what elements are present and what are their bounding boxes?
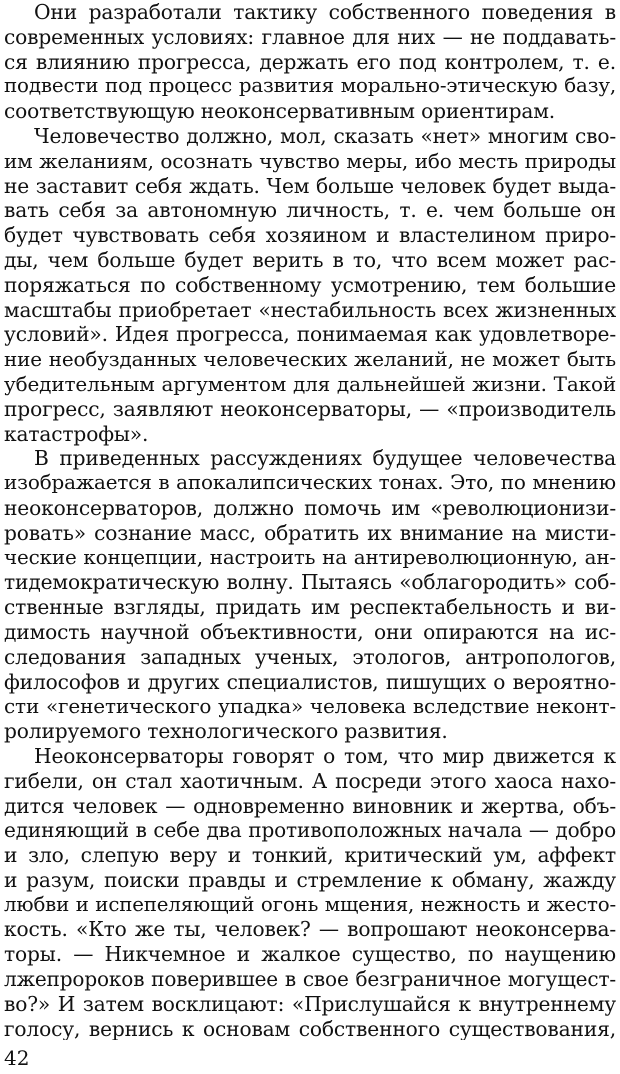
- text-line: В приведенных рассуждениях будущее человечества: [34, 446, 616, 471]
- text-line: масштабы приобретает «нестабильность всех жизненных: [4, 297, 616, 322]
- text-line: гибели, он стал хаотичным. А посреди этого хаоса нахо-: [4, 768, 616, 793]
- text-line: поряжаться по собственному усмотрению, тем большие: [4, 272, 616, 297]
- text-line: Они разработали тактику собственного поведения в: [34, 0, 616, 24]
- text-line: сти «генетического упадка» человека вследствие неконт-: [4, 694, 616, 719]
- text-line: голосу, вернись к основам собственного существования,: [4, 1016, 616, 1040]
- text-line: ственные взгляды, придать им респектабельность и ви-: [4, 595, 616, 620]
- text-line: ся влиянию прогресса, держать его под контролем, т. е.: [4, 49, 616, 74]
- text-line: торы. — Никчемное и жалкое существо, по наущению: [4, 942, 616, 967]
- text-line: философов и других специалистов, пишущих о вероятно-: [4, 669, 616, 694]
- text-line: вать себя за автономную личность, т. е. чем больше он: [4, 198, 616, 223]
- text-line: кость. «Кто же ты, человек? — вопрошают неоконсерва-: [4, 917, 616, 942]
- body-text: [4, 0, 616, 1040]
- text-line: не заставит себя ждать. Чем больше человек будет выда-: [4, 173, 616, 198]
- text-line: будет чувствовать себя хозяином и властелином приро-: [4, 223, 616, 248]
- text-line: катастрофы».: [4, 421, 149, 446]
- text-line: ние необузданных человеческих желаний, не может быть: [4, 347, 616, 372]
- text-line: соответствующую неоконсервативным ориентирам.: [4, 99, 556, 124]
- text-line: следования западных ученых, этологов, антропологов,: [4, 644, 616, 669]
- text-line: Человечество должно, мол, сказать «нет» многим сво-: [34, 123, 616, 148]
- text-line: убедительным аргументом для дальнейшей жизни. Такой: [4, 371, 616, 396]
- text-line: и разум, поиски правды и стремление к обману, жажду: [4, 867, 616, 892]
- text-line: подвести под процесс развития морально-этическую базу,: [4, 74, 616, 98]
- text-line: дится человек — одновременно виновник и жертва, объ-: [4, 793, 616, 818]
- page-number: 42: [4, 1046, 30, 1070]
- text-line: тидемократическую волну. Пытаясь «облагородить» соб-: [4, 570, 616, 595]
- text-line: им желаниям, осознать чувство меры, ибо месть природы: [4, 148, 616, 173]
- text-line: Неоконсерваторы говорят о том, что мир движется к: [34, 743, 616, 768]
- text-line: современных условиях: главное для них — не поддавать-: [4, 24, 616, 49]
- text-line: ческие концепции, настроить на антиреволюционную, ан-: [4, 545, 616, 569]
- text-line: ды, чем больше будет верить в то, что всем может рас-: [4, 247, 616, 272]
- text-line: лжепророков поверившее в свое безграничное могущест-: [4, 967, 616, 992]
- text-line: и зло, слепую веру и тонкий, критический ум, аффект: [4, 843, 616, 868]
- text-line: прогресс, заявляют неоконсерваторы, — «производитель: [4, 396, 616, 421]
- text-line: условий». Идея прогресса, понимаемая как удовлетворе-: [4, 322, 616, 347]
- text-line: единяющий в себе два противоположных начала — добро: [4, 818, 616, 843]
- text-line: неоконсерваторов, должно помочь им «революционизи-: [4, 495, 616, 520]
- text-line: димость научной объективности, они опираются на ис-: [4, 619, 616, 644]
- text-line: любви и испепеляющий огонь мщения, нежность и жесто-: [4, 892, 616, 916]
- text-line: во?» И затем восклицают: «Прислушайся к внутреннему: [4, 991, 616, 1016]
- text-line: ролируемого технологического развития.: [4, 719, 448, 744]
- text-line: изображается в апокалипсических тонах. Это, по мнению: [4, 471, 616, 495]
- text-line: ровать» сознание масс, обратить их внимание на мисти-: [4, 520, 616, 545]
